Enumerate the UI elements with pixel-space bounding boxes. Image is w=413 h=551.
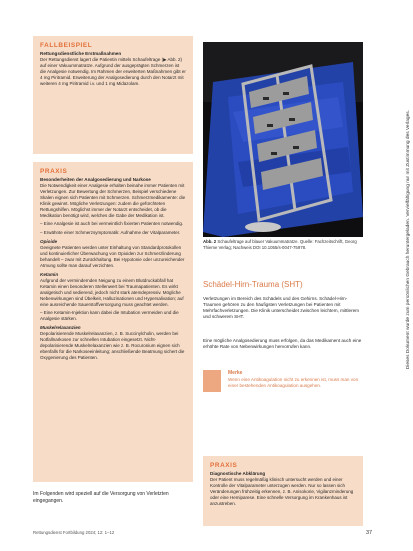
relaxants-text: Depolarisierende Muskelrelaxanzien, z. B. Succinylcholin, werden bei Notfallnarkosen zur schnellen Intubation eingesetzt. Nicht-depolarisierende Muskelrelaxanzien wie z. B. Rocuronium eignen sich ebenfalls für die Narkoseeinleitung; anschließende Beatmung sichert die Oxygenierung des Patienten.	[40, 331, 185, 360]
practice-text: Die Notwendigkeit einer Analgesie erhalten beinahe immer Patienten mit Verletzungen. Zur Bewertung der Schmerzen, Beispiel verschiedene Skalen eignen sich Patienten mit Schmerzen. Schmerzmedikamente: die Klinik gewinnt. Mögliche Verletzungen: zudem die gefürchteten Rettungshilfen. Möglichst immer der Notarzt entscheidet, ob die Medikation benötigt wird, welches die Gabe der Medikation ist.	[40, 183, 186, 218]
practice-heading: PRAXIS	[40, 168, 68, 175]
page-number: 37	[366, 530, 373, 536]
practice-2-text: Der Patient muss regelmäßig klinisch untersucht werden und einer Kontrolle der Vitalparameter unterzogen werden. Nur so lassen sich Veränderungen frühzeitig erkennen, z. B. Anisokorie, Vigilanzminderung oder eine Hemiparese. Eine schnelle Versorgung im Krankenhaus ist anzustreben.	[210, 477, 354, 506]
ketamine-bullet: – Eine Ketamin-Injektion kann dabei die Intubation vermeiden und die Analgesie stärken.	[40, 310, 179, 322]
footer-citation: Rettungsdienst Fortbildung 2024; 12: 1–12	[33, 530, 115, 535]
practice-2-heading: PRAXIS	[210, 462, 238, 469]
practice-box-2	[203, 456, 363, 526]
section-title: Schädel-Hirn-Trauma (SHT)	[203, 280, 303, 289]
case-example-subtitle: Rettungsdienstliche Erstmaßnahmen	[40, 51, 122, 56]
practice-bullet-1: – Eine Analgesie ist auch bei vermeintlich fixierten Patienten notwendig.	[40, 221, 184, 227]
main-body-text: Im Folgenden wird speziell auf die Versorgung von Verletzten eingegangen.	[33, 491, 169, 504]
practice-box	[33, 162, 193, 482]
section-text-2: Eine mögliche Analgosedierung muss erfolgen, da das Medikament auch eine erhöhte Rate von Nebenwirkungen hervorrufen kann.	[203, 338, 362, 349]
case-example-text: Der Rettungsdienst lagert die Patientin mittels Schaufeltrage (▶ Abb. 2) auf einer Vakuummatratze. Aufgrund der ausgeprägten Schmerzen ist die Analgesie notwendig. Im Rahmen der erweiterten Maßnahmen gibt er 4 mg Piritramid. Erweiterung der Analgosedierung durch den Notarzt mit weiteren 4 mg Piritramid i.v. und 1 mg Midazolam.	[40, 57, 186, 86]
scoop-stretcher-photo	[203, 42, 363, 237]
case-example-heading: FALLBEISPIEL	[40, 42, 93, 49]
figure-photo	[203, 42, 363, 237]
note-accent-bar	[203, 370, 221, 392]
note-text: Wenn eine Antikoagulation nicht zu erkennen ist, muss man von einer bestehenden Antikoagulation ausgehen.	[228, 377, 359, 388]
practice-2-subtitle: Diagnostische Abklärung	[210, 471, 266, 476]
ketamine-subheading: Ketamin	[40, 271, 59, 277]
relaxants-subheading: Muskelrelaxanzien	[40, 325, 81, 331]
opioids-text: Geeignete Patienten werden unter Einhaltung von Standardprotokollen und kontinuierlicher Überwachung von Opioiden zur Schmerzlinderung behandelt – zwar mit Zurückhaltung. Bei Hypotonie oder unzureichender Atmung sollte man darauf verzichten.	[40, 245, 185, 268]
section-text-1: Verletzungen im Bereich des Schädels und des Gehirns. Schädel-Hirn-Traumen gehören zu den häufigsten Verletzungen bei Patienten mit Mehrfachverletzungen. Die Klinik unterscheidet zwischen leichtem, mittlerem und schwerem SHT.	[203, 296, 359, 319]
figure-caption	[203, 239, 363, 250]
copyright-side-note: Dieses Dokument wurde zum persönlichen Gebrauch heruntergeladen. Vervielfältigung nur mit Zustimmung des Verlages.	[406, 110, 411, 370]
figure-caption-label: Abb. 2	[203, 239, 217, 244]
practice-bullet-2: – Erwähnte einer Schmerzsymptomatik: Aufnahme der Vitalparameter.	[40, 230, 181, 236]
opioids-subheading: Opioide	[40, 239, 58, 245]
note-label: Merke	[228, 370, 243, 376]
practice-subtitle: Besonderheiten der Analgosedierung und Narkose	[40, 177, 151, 182]
case-example-box	[33, 36, 193, 154]
figure-caption-text: Schaufeltrage auf blauer Vakuummatratze. Quelle: Fachzeitschrift, Georg Thieme Verlag; Nachweis DOI 10.1055/s-0047-75978.	[203, 239, 357, 250]
ketamine-text: Aufgrund der vermindernden Neigung zu einem Blutdruckabfall hat Ketamin einen besonderen Stellenwert bei Traumapatienten. Es wirkt analgetisch und sedierend, jedoch nicht stark atemdepressiv. Mögliche Nebenwirkungen sind Übelkeit, Halluzinationen und Hypersalivation; auf eine ausreichende Sauerstoffversorgung muss geachtet werden.	[40, 277, 184, 307]
